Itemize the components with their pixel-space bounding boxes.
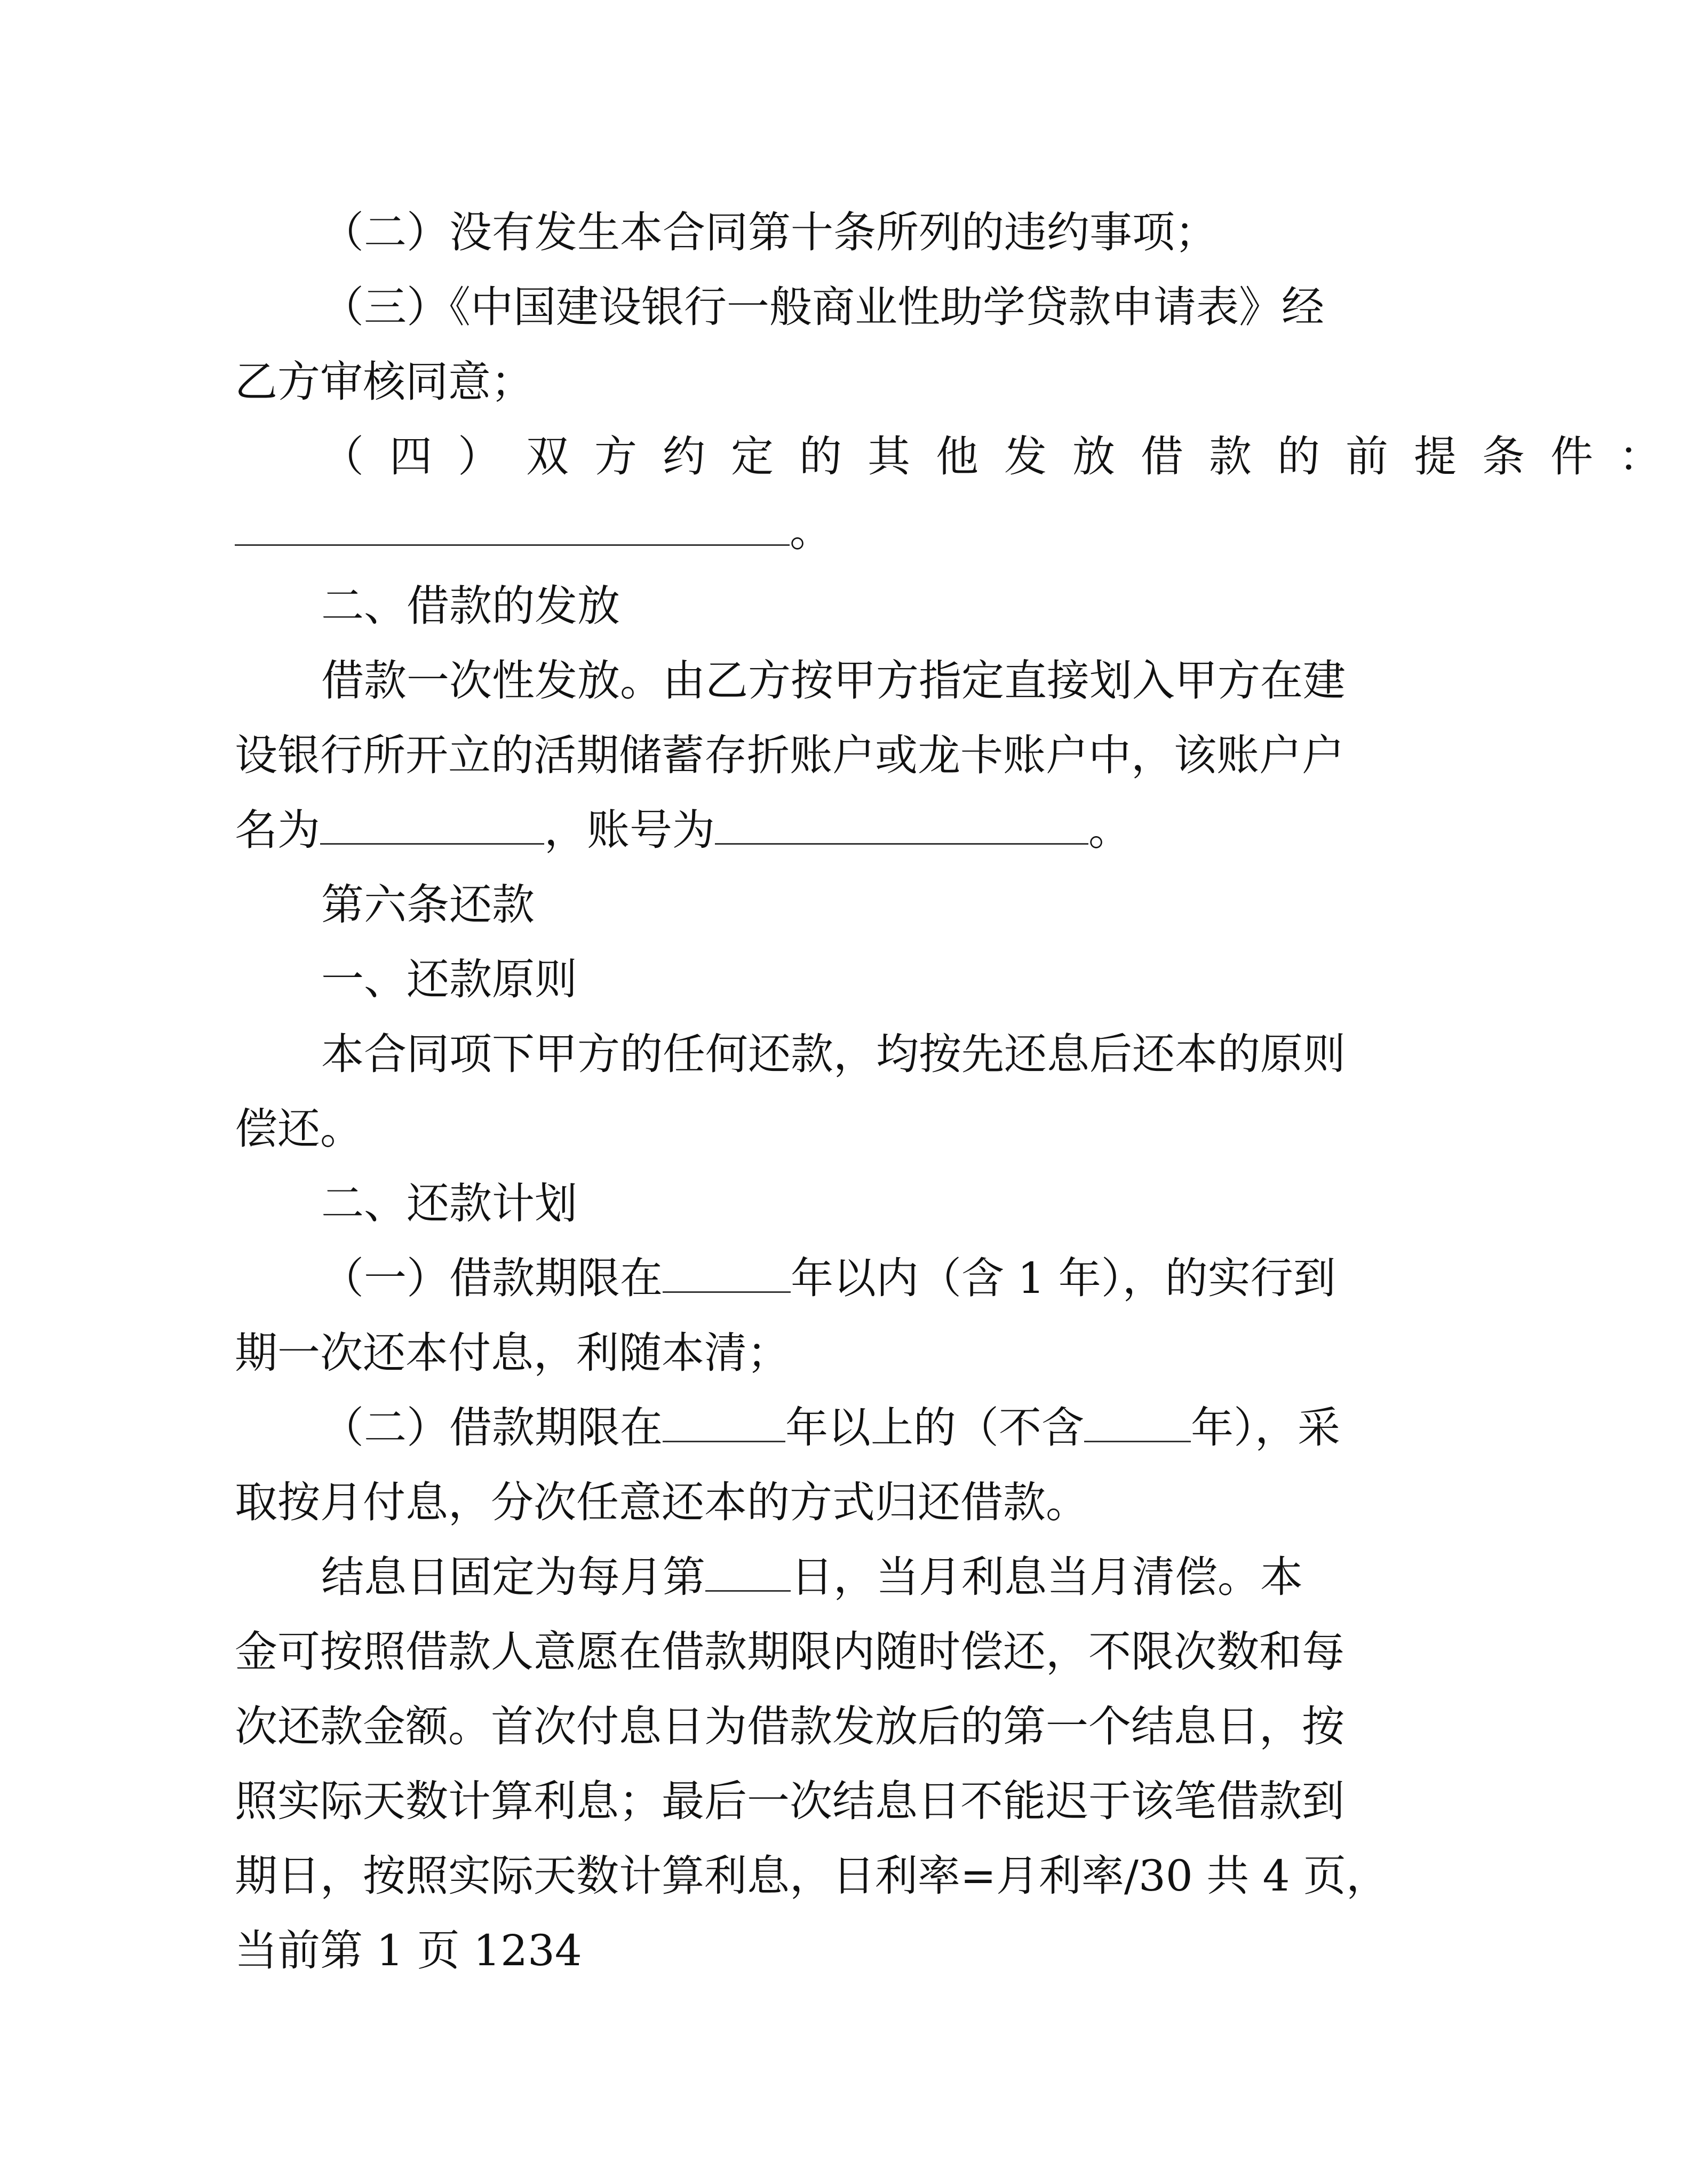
- clause-item-2: （二）没有发生本合同第十条所列的违约事项；: [321, 208, 1217, 257]
- paragraph-settlement-cont-4: 期日，按照实际天数计算利息，日利率=月利率/30 共 4 页，: [235, 1851, 1389, 1901]
- paragraph-settlement-cont-2: 次还款金额。首次付息日为借款发放后的第一个结息日，按: [235, 1702, 1344, 1751]
- clause-item-4: （四）双方约定的其他发放借款的前提条件：: [321, 432, 1687, 481]
- fill-blank-account-name: [320, 808, 544, 845]
- fill-blank-term-over-years: [663, 1405, 785, 1442]
- paragraph-settlement-cont-1: 金可按照借款人意愿在借款期限内随时偿还，不限次数和每: [235, 1627, 1344, 1677]
- paragraph-disbursement-cont: 设银行所开立的活期储蓄存折账户或龙卡账户中，该账户户: [235, 730, 1344, 780]
- account-info-line: 名为 ，账号为 。: [235, 805, 1131, 855]
- section-heading-principle: 一、还款原则: [321, 955, 577, 1004]
- fill-blank-settlement-day: [705, 1555, 791, 1592]
- paragraph-disbursement: 借款一次性发放。由乙方按甲方指定直接划入甲方在建: [321, 656, 1346, 705]
- paragraph-settlement-cont-3: 照实际天数计算利息；最后一次结息日不能迟于该笔借款到: [235, 1776, 1344, 1826]
- paragraph-principle: 本合同项下甲方的任何还款，均按先还息后还本的原则: [321, 1029, 1346, 1079]
- fill-blank-term-excluded-years: [1084, 1405, 1191, 1442]
- plan-item-1-cont: 期一次还本付息，利随本清；: [235, 1328, 790, 1378]
- paragraph-principle-cont: 偿还。: [235, 1104, 363, 1154]
- clause-item-3-cont: 乙方审核同意；: [235, 357, 534, 407]
- article-heading-repayment: 第六条还款: [321, 880, 535, 930]
- section-heading-disbursement: 二、借款的发放: [321, 581, 620, 631]
- section-heading-plan: 二、还款计划: [321, 1179, 577, 1228]
- clause-item-3: （三）《中国建设银行一般商业性助学贷款申请表》经: [321, 282, 1324, 332]
- plan-item-1: （一）借款期限在 年以内（含 1 年），的实行到: [321, 1253, 1336, 1303]
- plan-item-2: （二）借款期限在 年以上的（不含 年），采: [321, 1403, 1340, 1452]
- fill-blank-account-number: [715, 808, 1088, 845]
- paragraph-settlement: 结息日固定为每月第 日，当月利息当月清偿。本: [321, 1552, 1303, 1602]
- clause-item-4-blank-line: 。: [235, 505, 832, 558]
- fill-blank-term-years: [663, 1256, 791, 1293]
- fill-blank-condition: [235, 509, 790, 546]
- page-indicator-line: 当前第 1 页 1234: [235, 1926, 582, 1975]
- plan-item-2-cont: 取按月付息，分次任意还本的方式归还借款。: [235, 1478, 1088, 1527]
